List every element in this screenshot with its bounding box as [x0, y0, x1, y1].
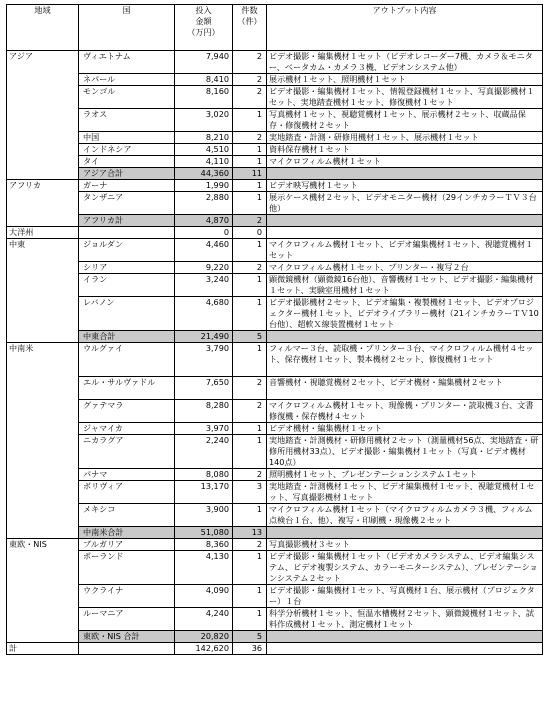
- subtotal-count: 13: [233, 527, 267, 539]
- country-cell: ジョルダン: [79, 239, 175, 262]
- region-cell: [7, 144, 79, 156]
- amount-cell: 2,240: [175, 435, 233, 469]
- country-cell: ラオス: [79, 109, 175, 132]
- country-cell: ウルグァイ: [79, 343, 175, 377]
- count-cell: 1: [233, 585, 267, 608]
- country-cell: ニカラグア: [79, 435, 175, 469]
- output-cell: 写真機材１セット、視聴覚機材１セット、展示機材２セット、収蔵品保存・修復機材２セット: [267, 109, 543, 132]
- table-row: [7, 86, 543, 109]
- subtotal-amount: 4,870: [175, 215, 233, 227]
- region-cell: [7, 331, 79, 343]
- count-cell: 1: [233, 109, 267, 132]
- table-row: [7, 423, 543, 435]
- output-cell: マイクロフィルム機材１セット、プリンター・複写２台: [267, 262, 543, 274]
- table-row: [7, 74, 543, 86]
- region-cell: [7, 74, 79, 86]
- output-cell: ビデオ撮影・編集機材１セット、情報登録機材１セット、写真撮影機材１セット、実地踏査機材１セット、修復機材１セット: [267, 86, 543, 109]
- table-row: [7, 551, 543, 585]
- country-cell: ルーマニア: [79, 608, 175, 631]
- output-cell: 顕微鏡機材（顕微鏡16台他）、音響機材１セット、ビデオ撮影・編集機材１セット、実験室用機材１セット: [267, 274, 543, 297]
- region-cell: [7, 527, 79, 539]
- amount-cell: 7,650: [175, 377, 233, 400]
- count-cell: 2: [233, 132, 267, 144]
- output-cell: フィルマー３台、読取機・プリンター３台、マイクロフィルム機材４セット、保存機材１セット、製本機材２セット、修復機材１セット: [267, 343, 543, 377]
- subtotal-count: 5: [233, 631, 267, 643]
- count-cell: 1: [233, 274, 267, 297]
- output-cell: 照明機材１セット、プレゼンテーションシステム１セット: [267, 469, 543, 481]
- table-row: [7, 192, 543, 215]
- table-row: [7, 144, 543, 156]
- country-cell: グァテマラ: [79, 400, 175, 423]
- country-cell: 中国: [79, 132, 175, 144]
- country-cell: モンゴル: [79, 86, 175, 109]
- header-count: 件数 （件）: [233, 5, 267, 51]
- header-country: 国: [79, 5, 175, 51]
- country-cell: ヴィエトナム: [79, 51, 175, 74]
- subtotal-count: 11: [233, 168, 267, 180]
- output-cell: ビデオ映写機材１セット: [267, 180, 543, 192]
- subtotal-label: 東欧・NIS 合計: [79, 631, 175, 643]
- region-cell: [7, 504, 79, 527]
- output-cell: 写真撮影機材３セット: [267, 539, 543, 551]
- region-cell: [7, 400, 79, 423]
- output-cell: 実地踏査・計測・研修用機材１セット、展示機材１セット: [267, 132, 543, 144]
- output-cell: ビデオ撮影機材２セット、ビデオ編集・複製機材１セット、ビデオプロジェクター機材１セット、ビデオライブラリー機材（21インチカラーＴＶ10台他）、超軟Ｘ線装置機材１セット: [267, 297, 543, 331]
- region-cell: [7, 469, 79, 481]
- subtotal-output: [267, 527, 543, 539]
- count-cell: 2: [233, 539, 267, 551]
- output-cell: ビデオ撮影・編集機材１セット（ビデオカメラシステム、ビデオ編集システム、ビデオ複製システム、カラーモニターシステム）、プレゼンテーションシステム２セット: [267, 551, 543, 585]
- amount-cell: 3,970: [175, 423, 233, 435]
- count-cell: 1: [233, 435, 267, 469]
- region-cell: [7, 215, 79, 227]
- subtotal-amount: 20,820: [175, 631, 233, 643]
- subtotal-amount: 44,360: [175, 168, 233, 180]
- region-cell: [7, 168, 79, 180]
- header-region: 地域: [7, 5, 79, 51]
- header-row: [7, 5, 543, 51]
- count-cell: 1: [233, 144, 267, 156]
- output-cell: [267, 227, 543, 239]
- region-cell: 中南米: [7, 343, 79, 377]
- region-cell: [7, 608, 79, 631]
- region-cell: [7, 585, 79, 608]
- region-cell: [7, 274, 79, 297]
- amount-cell: 2,880: [175, 192, 233, 215]
- region-cell: 大洋州: [7, 227, 79, 239]
- country-cell: タイ: [79, 156, 175, 168]
- region-cell: [7, 631, 79, 643]
- country-cell: イラン: [79, 274, 175, 297]
- count-cell: 1: [233, 180, 267, 192]
- subtotal-row: [7, 168, 543, 180]
- amount-cell: 4,130: [175, 551, 233, 585]
- output-cell: ビデオ撮影・編集機材１セット、写真機材１台、展示機材（プロジェクター）１台: [267, 585, 543, 608]
- total-amount: 142,620: [175, 643, 233, 655]
- region-cell: 中東: [7, 239, 79, 262]
- amount-cell: 8,160: [175, 86, 233, 109]
- output-cell: マイクロフィルム機材１セット、現像機・プリンター・読取機３台、文書修復機・保存機材４セット: [267, 400, 543, 423]
- region-cell: [7, 262, 79, 274]
- subtotal-count: 5: [233, 331, 267, 343]
- region-cell: アフリカ: [7, 180, 79, 192]
- output-cell: マイクロフィルム機材１セット: [267, 156, 543, 168]
- output-cell: 実地踏査・計測機材１セット、ビデオ編集機材１セット、視聴覚機材１セット、写真撮影機材１セット: [267, 481, 543, 504]
- country-cell: タンザニア: [79, 192, 175, 215]
- amount-cell: 3,240: [175, 274, 233, 297]
- table-row: [7, 504, 543, 527]
- region-cell: [7, 377, 79, 400]
- subtotal-amount: 51,080: [175, 527, 233, 539]
- amount-cell: 4,110: [175, 156, 233, 168]
- amount-cell: 9,220: [175, 262, 233, 274]
- subtotal-label: 中南米合計: [79, 527, 175, 539]
- table-row: [7, 343, 543, 377]
- amount-cell: 3,900: [175, 504, 233, 527]
- table-row: [7, 608, 543, 631]
- table-row: [7, 51, 543, 74]
- region-cell: [7, 86, 79, 109]
- table-body: [7, 51, 543, 655]
- output-cell: 音響機材・視聴覚機材２セット、ビデオ機材・編集機材２セット: [267, 377, 543, 400]
- region-cell: [7, 132, 79, 144]
- country-cell: メキシコ: [79, 504, 175, 527]
- total-label: 計: [7, 643, 79, 655]
- amount-cell: 8,280: [175, 400, 233, 423]
- count-cell: 2: [233, 400, 267, 423]
- count-cell: 1: [233, 608, 267, 631]
- table-row: [7, 539, 543, 551]
- table-row: [7, 132, 543, 144]
- subtotal-row: [7, 331, 543, 343]
- output-cell: マイクロフィルム機材１セット、ビデオ編集機材１セット、視聴覚機材１セット: [267, 239, 543, 262]
- amount-cell: 8,210: [175, 132, 233, 144]
- count-cell: 1: [233, 192, 267, 215]
- amount-cell: 3,790: [175, 343, 233, 377]
- table-row: [7, 297, 543, 331]
- output-cell: ビデオ撮影・編集機材１セット（ビデオレコーダー7機、カメラ＆モニター、ベータカム・カメラ３機、ビデオンシステム他）: [267, 51, 543, 74]
- subtotal-output: [267, 168, 543, 180]
- country-cell: シリア: [79, 262, 175, 274]
- amount-cell: 8,360: [175, 539, 233, 551]
- country-cell: インドネシア: [79, 144, 175, 156]
- table-row: [7, 262, 543, 274]
- amount-cell: 13,170: [175, 481, 233, 504]
- count-cell: 1: [233, 504, 267, 527]
- amount-cell: 4,090: [175, 585, 233, 608]
- table-row: [7, 227, 543, 239]
- subtotal-label: 中東合計: [79, 331, 175, 343]
- subtotal-label: アジア合計: [79, 168, 175, 180]
- table-row: [7, 156, 543, 168]
- count-cell: 1: [233, 297, 267, 331]
- region-cell: アジア: [7, 51, 79, 74]
- country-cell: [79, 227, 175, 239]
- output-table: [6, 4, 543, 655]
- count-cell: 1: [233, 156, 267, 168]
- count-cell: 1: [233, 239, 267, 262]
- table-row: [7, 274, 543, 297]
- subtotal-amount: 21,490: [175, 331, 233, 343]
- country-cell: ポーランド: [79, 551, 175, 585]
- table-row: [7, 377, 543, 400]
- amount-cell: 8,410: [175, 74, 233, 86]
- amount-cell: 4,680: [175, 297, 233, 331]
- country-cell: ウクライナ: [79, 585, 175, 608]
- output-cell: マイクロフィルム機材１セット（マイクロフィルムカメラ３機、フィルム点検台１台、他）、複写・印刷機・現像機２セット: [267, 504, 543, 527]
- subtotal-row: [7, 527, 543, 539]
- country-cell: ネパール: [79, 74, 175, 86]
- amount-cell: 3,020: [175, 109, 233, 132]
- amount-cell: 7,940: [175, 51, 233, 74]
- country-cell: ボリヴィア: [79, 481, 175, 504]
- total-row: [7, 643, 543, 655]
- output-cell: 展示ケース機材２セット、ビデオモニター機材（29インチカラーＴＶ３台他）: [267, 192, 543, 215]
- count-cell: 2: [233, 51, 267, 74]
- count-cell: 2: [233, 377, 267, 400]
- region-cell: [7, 435, 79, 469]
- country-cell: ブルガリア: [79, 539, 175, 551]
- country-cell: ガーナ: [79, 180, 175, 192]
- subtotal-row: [7, 215, 543, 227]
- subtotal-row: [7, 631, 543, 643]
- region-cell: [7, 297, 79, 331]
- count-cell: 0: [233, 227, 267, 239]
- table-row: [7, 469, 543, 481]
- table-row: [7, 400, 543, 423]
- count-cell: 1: [233, 343, 267, 377]
- table-row: [7, 239, 543, 262]
- region-cell: 東欧・NIS: [7, 539, 79, 551]
- country-cell: レバノン: [79, 297, 175, 331]
- amount-cell: 0: [175, 227, 233, 239]
- region-cell: [7, 551, 79, 585]
- country-cell: ジャマイカ: [79, 423, 175, 435]
- region-cell: [7, 481, 79, 504]
- output-cell: ビデオ機材・編集機材１セット: [267, 423, 543, 435]
- output-cell: 科学分析機材１セット、恒温水槽機材２セット、顕微鏡機材１セット、試料作成機材１セット、測定機材１セット: [267, 608, 543, 631]
- count-cell: 2: [233, 262, 267, 274]
- count-cell: 3: [233, 481, 267, 504]
- amount-cell: 4,460: [175, 239, 233, 262]
- region-cell: [7, 156, 79, 168]
- header-output: アウトプット内容: [267, 5, 543, 51]
- count-cell: 2: [233, 469, 267, 481]
- total-count: 36: [233, 643, 267, 655]
- output-cell: 資料保存機材１セット: [267, 144, 543, 156]
- region-cell: [7, 109, 79, 132]
- amount-cell: 1,990: [175, 180, 233, 192]
- count-cell: 1: [233, 423, 267, 435]
- output-cell: 実地踏査・計測機材・研修用機材２セット（測量機材56点、実地踏査・研修所用機材33点）、ビデオ撮影・編集機材１セット（写真・ビデオ機材140点）: [267, 435, 543, 469]
- total-output: [267, 643, 543, 655]
- amount-cell: 4,240: [175, 608, 233, 631]
- subtotal-output: [267, 631, 543, 643]
- table-row: [7, 180, 543, 192]
- subtotal-label: アフリカ計: [79, 215, 175, 227]
- amount-cell: 4,510: [175, 144, 233, 156]
- header-amount: 投入 金額 （万円）: [175, 5, 233, 51]
- table-row: [7, 481, 543, 504]
- subtotal-count: 2: [233, 215, 267, 227]
- table-row: [7, 109, 543, 132]
- count-cell: 2: [233, 74, 267, 86]
- output-cell: 展示機材１セット、照明機材１セット: [267, 74, 543, 86]
- table-row: [7, 435, 543, 469]
- total-country: [79, 643, 175, 655]
- country-cell: パナマ: [79, 469, 175, 481]
- page: [6, 4, 542, 655]
- subtotal-output: [267, 331, 543, 343]
- subtotal-output: [267, 215, 543, 227]
- amount-cell: 8,080: [175, 469, 233, 481]
- count-cell: 1: [233, 551, 267, 585]
- region-cell: [7, 423, 79, 435]
- region-cell: [7, 192, 79, 215]
- table-row: [7, 585, 543, 608]
- country-cell: エル・サルヴァドル: [79, 377, 175, 400]
- count-cell: 2: [233, 86, 267, 109]
